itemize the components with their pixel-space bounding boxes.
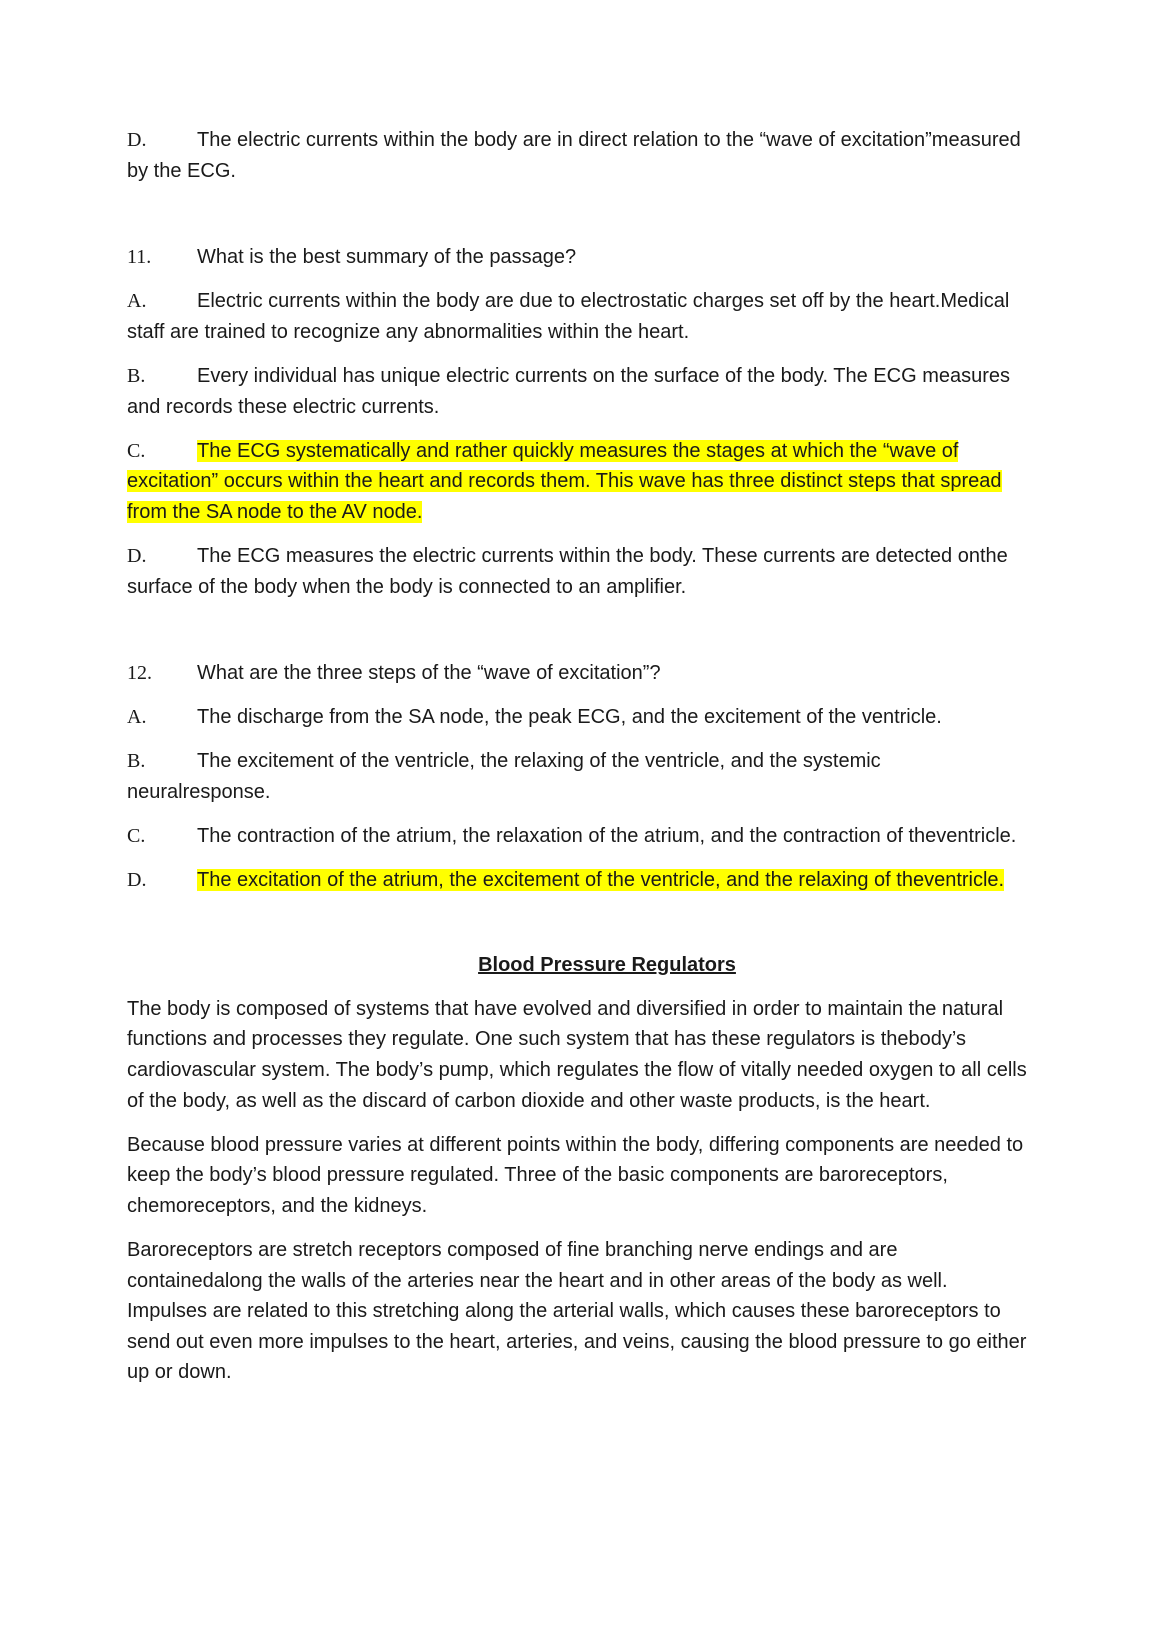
q11-option-b-letter: B. (127, 364, 146, 387)
q10-option-d-letter: D. (127, 129, 147, 151)
spacer (127, 733, 1027, 747)
q10-option-d (127, 125, 1027, 186)
q11-option-c-text-highlighted: The ECG systematically and rather quickly measures the stages at which the “wave of excitation” occurs within the heart and records them. This wave has three distinct steps that spread from the SA node to the AV node. (127, 439, 1002, 523)
spacer (127, 689, 1027, 703)
q12-option-b (127, 746, 1027, 807)
q12-number: 12. (127, 662, 152, 685)
q12-option-d-text-highlighted: The excitation of the atrium, the excitement of the ventricle, and the relaxing of theventricle. (197, 869, 1005, 892)
q11-number: 11. (127, 246, 152, 269)
q11-option-c-letter: C. (127, 439, 146, 462)
spacer (127, 273, 1027, 287)
q11-question (127, 242, 1027, 273)
spacer (127, 422, 1027, 436)
q11-option-a (127, 286, 1027, 347)
spacer (127, 852, 1027, 866)
passage-title: Blood Pressure Regulators (478, 953, 736, 976)
q12-option-c-text: The contraction of the atrium, the relaxation of the atrium, and the contraction of theventricle. (197, 825, 1017, 847)
spacer (127, 896, 1027, 950)
q12-option-c-letter: C. (127, 825, 146, 847)
q12-question-text: What are the three steps of the “wave of excitation”? (197, 662, 661, 685)
q11-option-a-letter: A. (127, 290, 147, 313)
q12-option-a-text: The discharge from the SA node, the peak ECG, and the excitement of the ventricle. (197, 706, 942, 729)
q11-option-d-letter: D. (127, 544, 147, 567)
q11-option-b-text: Every individual has unique electric currents on the surface of the body. The ECG measures and records these electric currents. (127, 364, 1011, 418)
q12-option-b-text: The excitement of the ventricle, the relaxing of the ventricle, and the systemic neuralresponse. (127, 750, 881, 803)
q12-option-d (127, 865, 1027, 896)
q10-option-d-text: The electric currents within the body are in direct relation to the “wave of excitation”measured by the ECG. (127, 129, 1021, 182)
q11-question-text: What is the best summary of the passage? (197, 246, 577, 269)
spacer (127, 527, 1027, 541)
q11-option-c (127, 436, 1027, 528)
q11-option-d (127, 541, 1027, 602)
q12-option-a-letter: A. (127, 706, 147, 729)
spacer (127, 980, 1027, 994)
passage-paragraph-3: Baroreceptors are stretch receptors composed of fine branching nerve endings and are containedalong the walls of the arteries near the heart and in other areas of the body as well. Impulses are related to this stretching along the arterial walls, which causes these baroreceptors to send out even more impulses to the heart, arteries, and veins, causing the blood pressure to go either up or down. (127, 1238, 1027, 1384)
spacer (127, 1116, 1027, 1130)
q12-option-b-letter: B. (127, 750, 146, 773)
passage-paragraph-2: Because blood pressure varies at different points within the body, differing components are needed to keep the body’s blood pressure regulated. Three of the basic components are baroreceptors, chemoreceptors, and the kidneys. (127, 1133, 1024, 1217)
q12-option-c (127, 821, 1027, 852)
spacer (127, 1221, 1027, 1235)
page-content (127, 125, 1027, 1388)
spacer (127, 186, 1027, 242)
passage-paragraph-1: The body is composed of systems that have evolved and diversified in order to maintain the natural functions and processes they regulate. One such system that has these regulators is thebody’s cardiovascular system. The body’s pump, which regulates the flow of vitally needed oxygen to all cells of the body, as well as the discard of carbon dioxide and other waste products, is the heart. (127, 997, 1027, 1112)
q12-option-d-letter: D. (127, 869, 147, 892)
spacer (127, 347, 1027, 361)
spacer (127, 808, 1027, 822)
q12-question (127, 658, 1027, 689)
spacer (127, 602, 1027, 658)
q12-option-a (127, 702, 1027, 733)
q11-option-d-text: The ECG measures the electric currents within the body. These currents are detected onthe surface of the body when the body is connected to an amplifier. (127, 544, 1008, 598)
q11-option-b (127, 361, 1027, 422)
q11-option-a-text: Electric currents within the body are due to electrostatic charges set off by the heart.Medical staff are trained to recognize any abnormalities within the heart. (127, 290, 1010, 343)
